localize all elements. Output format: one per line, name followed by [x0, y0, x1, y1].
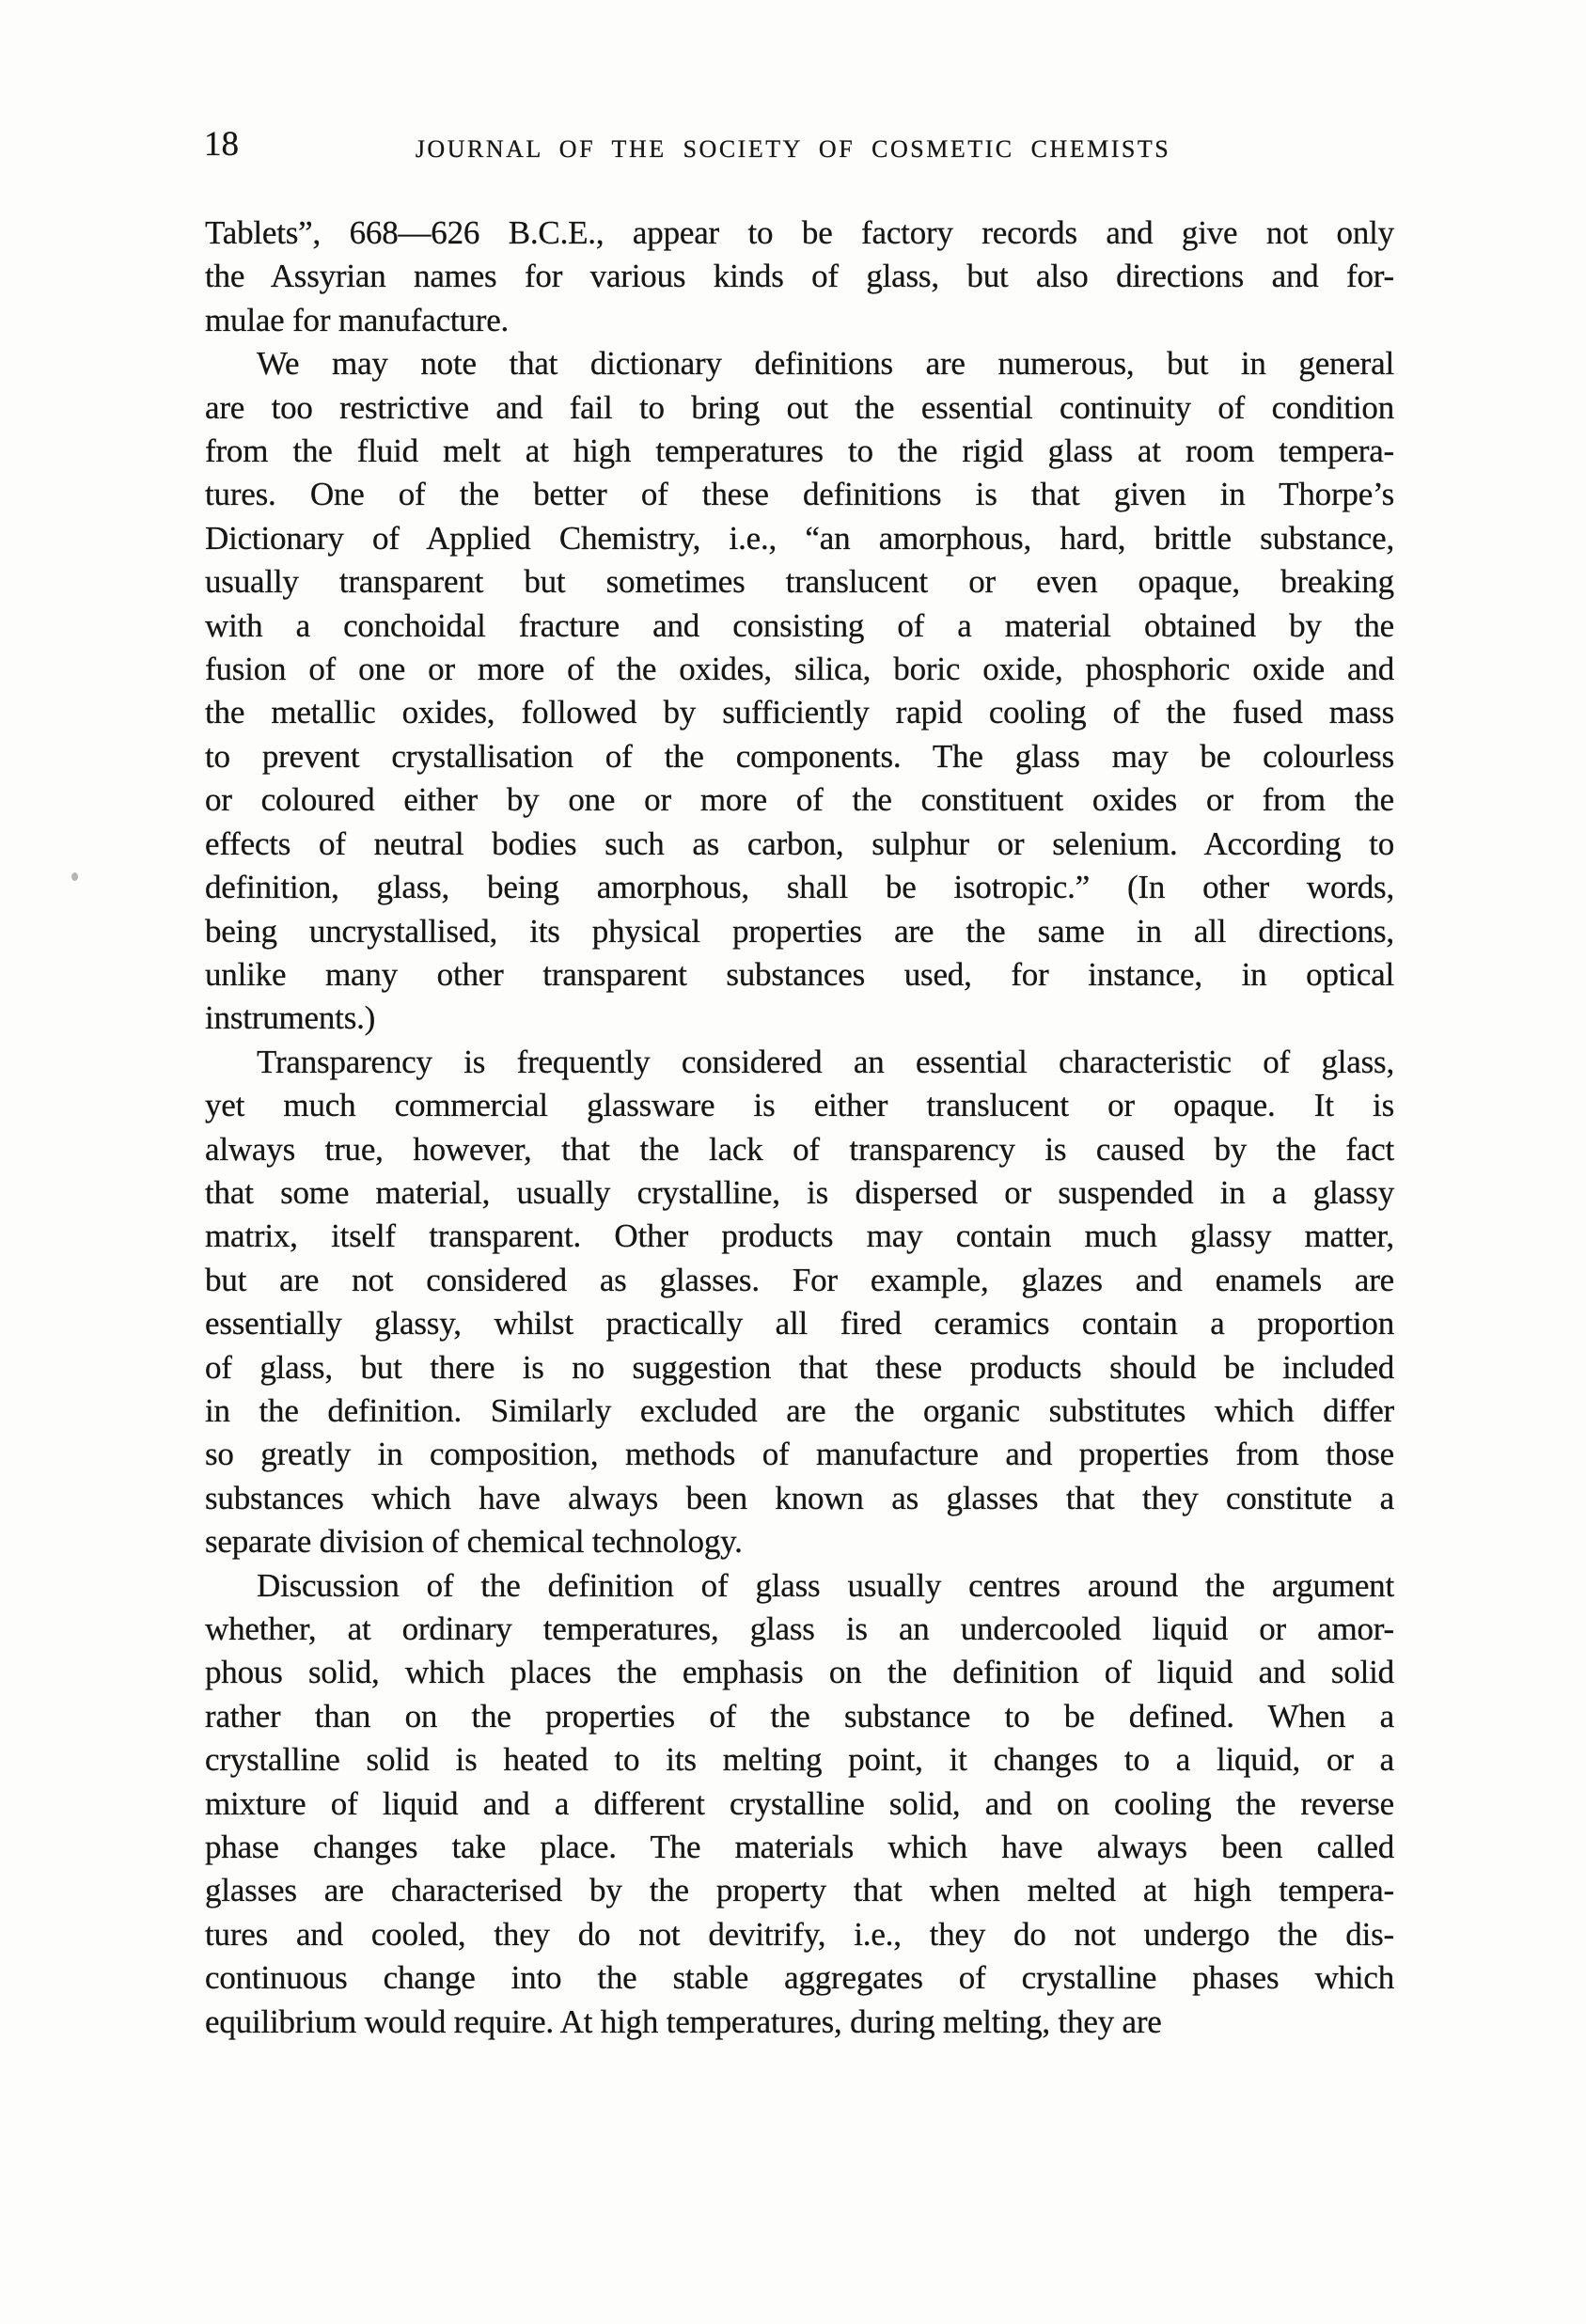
text-line: substances which have always been known as glasses that they constitute a: [205, 1479, 1394, 1516]
text-line: whether, at ordinary temperatures, glass is an undercooled liquid or amor-: [205, 1610, 1394, 1647]
text-line: so greatly in composition, methods of manufacture and properties from those: [205, 1436, 1394, 1473]
text-line: are too restrictive and fail to bring out the essential continuity of condition: [205, 388, 1394, 426]
paragraph: [205, 1564, 1394, 2044]
text-line: fusion of one or more of the oxides, silica, boric oxide, phosphoric oxide and: [205, 651, 1394, 688]
text-line: effects of neutral bodies such as carbon, sulphur or selenium. According to: [205, 824, 1394, 862]
text-line: the metallic oxides, followed by sufficiently rapid cooling of the fused mass: [205, 694, 1394, 731]
text-line: equilibrium would require. At high temperatures, during melting, they are: [205, 2002, 1162, 2040]
text-line: phous solid, which places the emphasis on the definition of liquid and solid: [205, 1654, 1394, 1691]
text-line: but are not considered as glasses. For example, glazes and enamels are: [205, 1261, 1394, 1298]
text-line: crystalline solid is heated to its melting point, it changes to a liquid, or a: [205, 1741, 1394, 1779]
text-line: usually transparent but sometimes translucent or even opaque, breaking: [205, 563, 1394, 601]
text-line: essentially glassy, whilst practically all fired ceramics contain a proportion: [205, 1305, 1394, 1343]
scan-speck-artifact: [71, 872, 78, 881]
text-line: mulae for manufacture.: [205, 301, 510, 338]
paragraph: [205, 1041, 1394, 1564]
text-line: separate division of chemical technology.: [205, 1523, 743, 1561]
paragraph: [205, 342, 1394, 1041]
text-line: unlike many other transparent substances used, for instance, in optical: [205, 955, 1394, 993]
text-line: instruments.): [205, 999, 376, 1037]
text-line: Transparency is frequently considered an essential characteristic of glass,: [257, 1043, 1394, 1080]
text-line: We may note that dictionary definitions are numerous, but in general: [257, 345, 1394, 383]
paragraph: [205, 212, 1394, 342]
text-line: matrix, itself transparent. Other products may contain much glassy matter,: [205, 1217, 1394, 1255]
text-line: definition, glass, being amorphous, shall be isotropic.” (In other words,: [205, 869, 1394, 906]
text-line: glasses are characterised by the property that when melted at high tempera-: [205, 1872, 1394, 1909]
text-line: phase changes take place. The materials which have always been called: [205, 1829, 1394, 1866]
text-line: rather than on the properties of the substance to be defined. When a: [205, 1697, 1394, 1735]
text-line: Dictionary of Applied Chemistry, i.e., “an amorphous, hard, brittle substance,: [205, 519, 1394, 557]
text-line: Tablets”, 668—626 B.C.E., appear to be factory records and give not only: [205, 214, 1394, 251]
text-line: the Assyrian names for various kinds of glass, but also directions and for-: [205, 258, 1394, 295]
page-number: 18: [204, 125, 239, 164]
text-line: or coloured either by one or more of the constituent oxides or from the: [205, 781, 1394, 819]
text-line: tures. One of the better of these definitions is that given in Thorpe’s: [205, 476, 1394, 513]
text-line: to prevent crystallisation of the components. The glass may be colourless: [205, 737, 1394, 775]
text-line: from the fluid melt at high temperatures to the rigid glass at room tempera-: [205, 432, 1394, 470]
running-head: JOURNAL OF THE SOCIETY OF COSMETIC CHEMISTS: [415, 135, 1171, 163]
text-line: continuous change into the stable aggregates of crystalline phases which: [205, 1959, 1394, 1997]
text-line: yet much commercial glassware is either translucent or opaque. It is: [205, 1087, 1394, 1124]
text-line: Discussion of the definition of glass usually centres around the argument: [257, 1566, 1394, 1604]
text-line: tures and cooled, they do not devitrify, i.e., they do not undergo the dis-: [205, 1915, 1394, 1953]
text-line: that some material, usually crystalline, is dispersed or suspended in a glassy: [205, 1173, 1394, 1211]
text-line: with a conchoidal fracture and consisting of a material obtained by the: [205, 606, 1394, 644]
text-line: being uncrystallised, its physical properties are the same in all directions,: [205, 912, 1394, 950]
text-line: in the definition. Similarly excluded are the organic substitutes which differ: [205, 1391, 1394, 1429]
text-line: always true, however, that the lack of transparency is caused by the fact: [205, 1130, 1394, 1168]
page-body: [205, 212, 1394, 2044]
text-line: mixture of liquid and a different crystalline solid, and on cooling the reverse: [205, 1784, 1394, 1822]
text-line: of glass, but there is no suggestion that these products should be included: [205, 1348, 1394, 1386]
